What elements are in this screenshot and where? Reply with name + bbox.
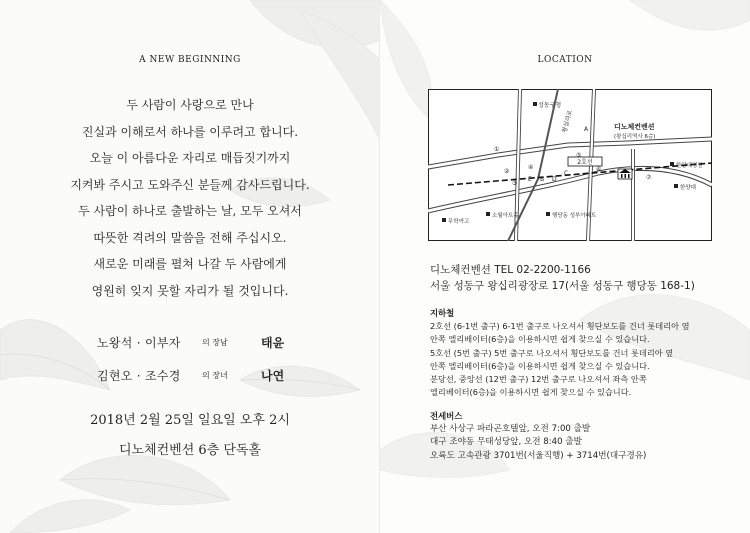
bride-name: 나연 [261,369,285,383]
map-number: ⑦ [646,174,652,181]
bus-directions [430,410,730,463]
subway-line: 엘리베이터(6층)을 이용하시면 쉽게 찾으실 수 있습니다. [430,387,632,398]
subway-line: 안쪽 엘리베이터(6층)을 이용하시면 쉽게 찾으실 수 있습니다. [430,360,650,371]
bus-line: 대구 조야동 무태성당앞, 오전 8:40 출발 [430,437,582,448]
poem-line: 지켜봐 주시고 도와주신 분들께 감사드립니다. [70,177,310,192]
subway-line: 안쪽 엘리베이터(6층)을 이용하시면 쉽게 찾으실 수 있습니다. [430,334,650,345]
ceremony-date: 2018년 2월 25일 일요일 오후 2시 [90,413,290,428]
bus-title: 전세버스 [430,411,463,421]
haengdang-marker [546,212,550,216]
left-heading: A NEW BEGINNING [139,55,241,65]
ceremony-info [20,406,360,466]
subway-line: 5호선 (5번 출구) 5번 출구로 나오셔서 횡단보도를 건너 롯데리아 옆 [430,347,674,358]
groom-relation: 의 장남 [202,338,228,347]
map-label-hospital: 한양대병원 [676,163,703,169]
map-letter: D [552,176,557,183]
venue-phone: 디노체컨벤션 TEL 02-2200-1166 [430,264,591,276]
seongdong-office-marker [533,102,537,106]
map-label-road: 왕십리로 [561,109,574,134]
map-number: ⑤ [576,152,582,159]
map-number: ④ [528,164,534,171]
subway-line: 분당선, 중앙선 (12번 출구) 12번 출구로 나오셔서 좌측 안쪽 [430,374,647,385]
map-number: ⑥ [596,166,602,173]
map-letter: B [540,176,545,183]
map-letter: C [564,170,569,177]
bus-line: 오륙도 고속관광 3701번(서울직행) + 3714번(대구경유) [430,450,647,461]
groom-parents: 노왕석 · 이부자 [97,336,181,350]
map-label-seongdong-office: 성동구청 [538,102,562,109]
bride-relation: 의 장녀 [202,371,228,380]
poem-line: 따뜻한 격려의 말씀을 전해 주십시오. [93,230,287,245]
location-map [428,89,712,241]
soweol-marker [486,212,490,216]
groom-name: 태윤 [261,336,285,350]
poem-line: 새로운 미래를 펼쳐 나갈 두 사람에게 [93,257,287,271]
bride-parents: 김현오 · 조수경 [97,369,181,383]
map-number: ② [504,168,510,175]
map-label-school: 무학여고 [448,219,470,225]
poem-line: 진실과 이해로서 하나를 이루려고 합니다. [81,124,299,139]
bus-line: 부산 사상구 파라곤호텔앞, 오전 7:00 출발 [430,424,591,435]
school-marker [442,218,446,222]
map-label-venue-sub: (왕십리역사 6층) [614,134,656,140]
map-label-venue: 디노체컨벤션 [614,123,655,131]
poem-line: 두 사람이 사랑으로 만나 [126,98,254,112]
map-letter: A [584,126,589,133]
right-heading: LOCATION [537,55,593,65]
subway-directions [430,307,730,399]
subway-title: 지하철 [430,308,455,318]
poem-line: 오늘 이 아름다운 자리로 매듭짓기까지 [89,151,291,165]
venue-contact [430,262,730,294]
map-number: ③ [512,180,518,187]
map-station-label: 2호선 [577,159,593,166]
venue-marker-icon [618,169,632,179]
poem-line: 영원히 잊지 못할 자리가 될 것입니다. [91,283,289,298]
hospital-marker [670,162,674,166]
univ-marker [674,184,678,188]
subway-line: 2호선 (6-1번 출구) 6-1번 출구로 나오셔서 횡단보도를 건너 롯데리아 옆 [430,321,690,332]
map-label-univ: 한양대 [680,185,696,191]
map-letter: E [528,176,532,183]
map-number: ① [494,146,500,153]
map-label-soweol: 소월아트홀 [492,213,519,219]
map-label-haengdang: 행당동 성부아파트 [552,213,597,219]
right-page [380,0,750,533]
ceremony-venue: 디노체컨벤션 6층 단독홀 [118,443,262,458]
venue-address: 서울 성동구 왕십리광장로 17(서울 성동구 행당동 168-1) [430,280,695,292]
poem [20,92,360,304]
poem-line: 두 사람이 하나로 출발하는 날, 모두 오셔서 [78,204,302,218]
